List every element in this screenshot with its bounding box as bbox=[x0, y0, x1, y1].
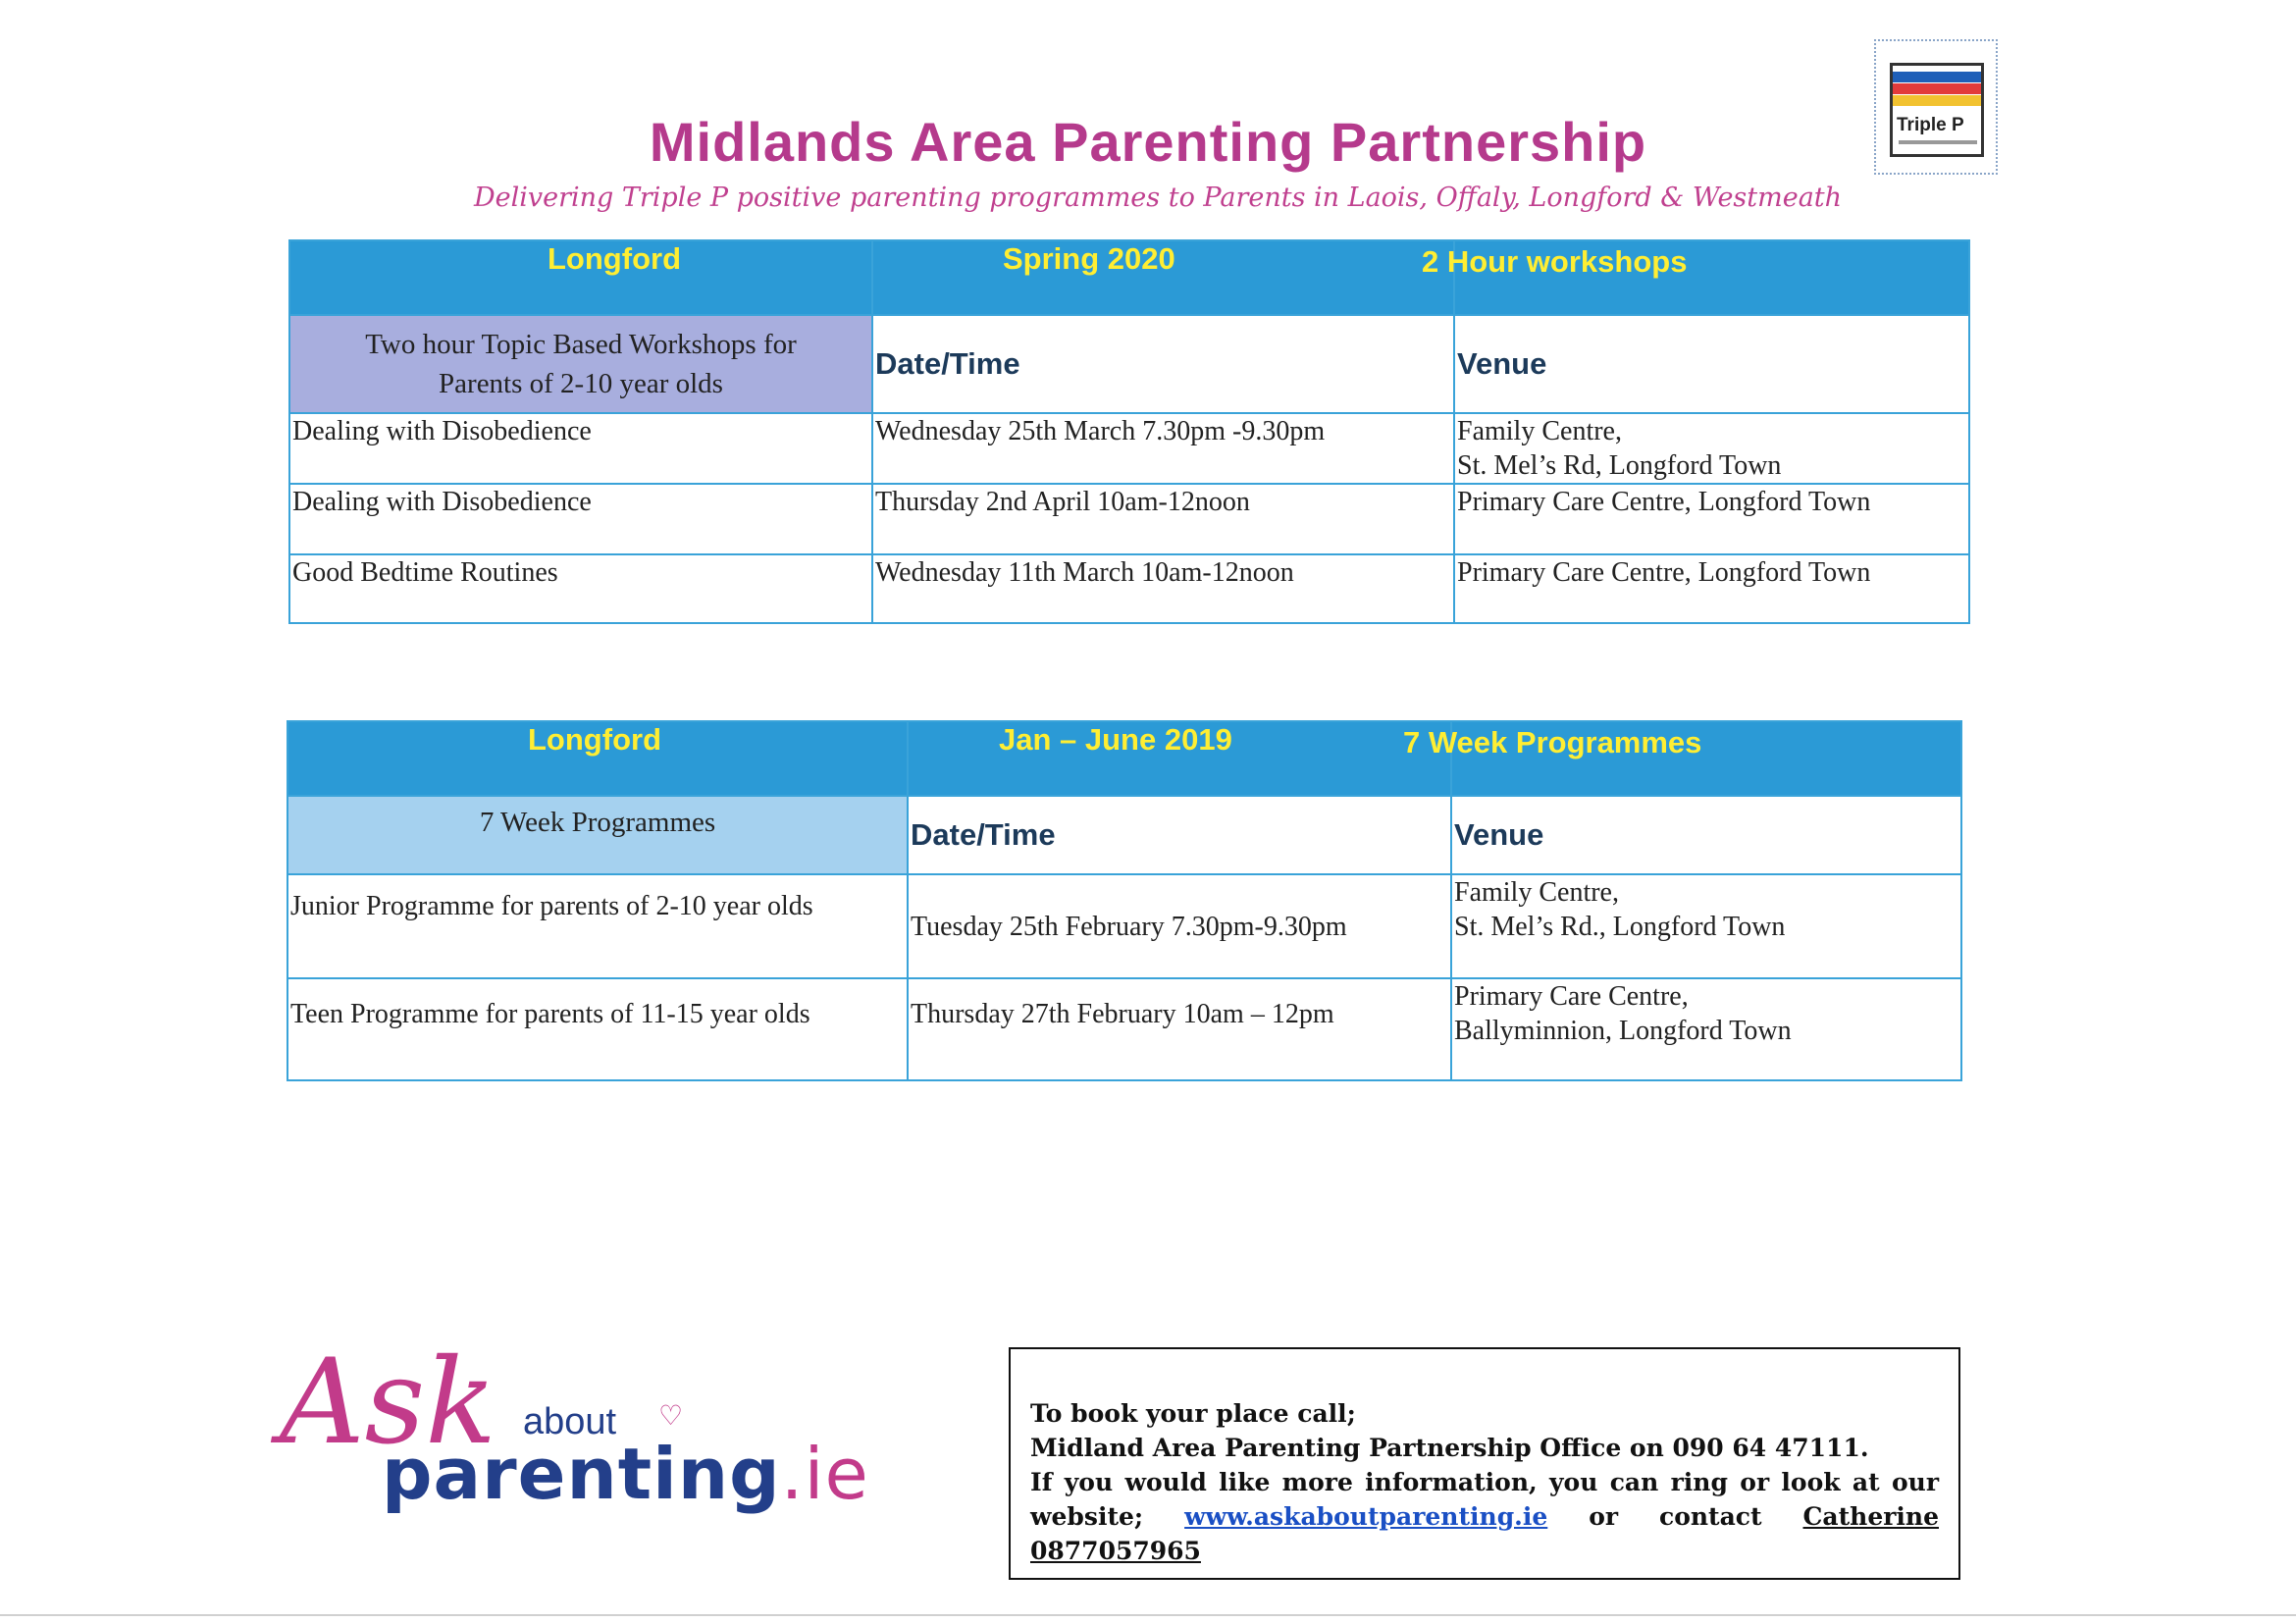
bar-type: 2 Hour workshops bbox=[1422, 244, 1688, 279]
website-link[interactable]: www.askaboutparenting.ie bbox=[1184, 1502, 1548, 1531]
venue-cell: Family Centre, St. Mel’s Rd, Longford Town bbox=[1454, 413, 1969, 484]
logo-about-text: about bbox=[523, 1401, 617, 1442]
heart-icon: ♡ bbox=[658, 1401, 684, 1432]
bar-type: 7 Week Programmes bbox=[1403, 725, 1702, 759]
datetime-cell: Tuesday 25th February 7.30pm-9.30pm bbox=[908, 874, 1451, 978]
contact-name: Catherine bbox=[1802, 1502, 1939, 1531]
venue-cell: Primary Care Centre, Longford Town bbox=[1454, 484, 1969, 554]
table-row bbox=[289, 413, 1969, 484]
topic-cell: Good Bedtime Routines bbox=[289, 554, 872, 623]
programmes-title-bar bbox=[287, 721, 1961, 796]
venue-cell: Family Centre, St. Mel’s Rd., Longford Town bbox=[1451, 874, 1961, 978]
table-row bbox=[287, 874, 1961, 978]
logo-parenting-text: parenting.ie bbox=[382, 1433, 869, 1515]
booking-line: To book your place call; bbox=[1030, 1399, 1356, 1428]
bar-season: Jan – June 2019 bbox=[999, 722, 1232, 757]
datetime-header: Date/Time bbox=[908, 796, 1451, 874]
venue-cell: Primary Care Centre, Longford Town bbox=[1454, 554, 1969, 623]
venue-cell: Primary Care Centre, Ballyminnion, Longford Town bbox=[1451, 978, 1961, 1080]
askaboutparenting-logo bbox=[280, 1335, 888, 1531]
page-title: Midlands Area Parenting Partnership bbox=[649, 111, 1647, 173]
workshops-table bbox=[288, 239, 1970, 624]
contact-phone: 0877057965 bbox=[1030, 1537, 1201, 1565]
topic-cell: Teen Programme for parents of 11-15 year olds bbox=[287, 978, 908, 1080]
triple-p-logo bbox=[1874, 39, 1998, 175]
booking-info-box bbox=[1009, 1347, 1960, 1580]
booking-line: website; www.askaboutparenting.ie or contact Catherine bbox=[1030, 1502, 1939, 1531]
datetime-cell: Thursday 2nd April 10am-12noon bbox=[872, 484, 1454, 554]
logo-ask-text: Ask bbox=[280, 1335, 496, 1471]
booking-line: Midland Area Parenting Partnership Office on 090 64 47111. bbox=[1030, 1434, 1869, 1462]
datetime-cell: Wednesday 25th March 7.30pm -9.30pm bbox=[872, 413, 1454, 484]
datetime-cell: Wednesday 11th March 10am-12noon bbox=[872, 554, 1454, 623]
table-row bbox=[289, 554, 1969, 623]
topic-cell: Junior Programme for parents of 2-10 year olds bbox=[287, 874, 908, 978]
topic-cell: Dealing with Disobedience bbox=[289, 484, 872, 554]
page-bottom-divider bbox=[0, 1614, 2296, 1616]
booking-line: If you would like more information, you can ring or look at our bbox=[1030, 1468, 1939, 1496]
topic-header: 7 Week Programmes bbox=[287, 796, 908, 874]
programmes-table bbox=[287, 720, 1962, 1081]
topic-cell: Dealing with Disobedience bbox=[289, 413, 872, 484]
page-subtitle: Delivering Triple P positive parenting programmes to Parents in Laois, Offaly, Longford & Westmeath bbox=[473, 183, 1843, 213]
datetime-header: Date/Time bbox=[872, 315, 1454, 413]
datetime-cell: Thursday 27th February 10am – 12pm bbox=[908, 978, 1451, 1080]
venue-header: Venue bbox=[1454, 315, 1969, 413]
table-row bbox=[287, 978, 1961, 1080]
topic-header: Two hour Topic Based Workshops for Parents of 2-10 year olds bbox=[289, 315, 872, 413]
table-row bbox=[289, 484, 1969, 554]
bar-season: Spring 2020 bbox=[1003, 241, 1175, 276]
bar-county: Longford bbox=[528, 722, 662, 757]
workshops-title-bar bbox=[289, 240, 1969, 315]
bar-county: Longford bbox=[548, 241, 682, 276]
venue-header: Venue bbox=[1451, 796, 1961, 874]
triple-p-logo-text: Triple P bbox=[1897, 115, 1964, 135]
